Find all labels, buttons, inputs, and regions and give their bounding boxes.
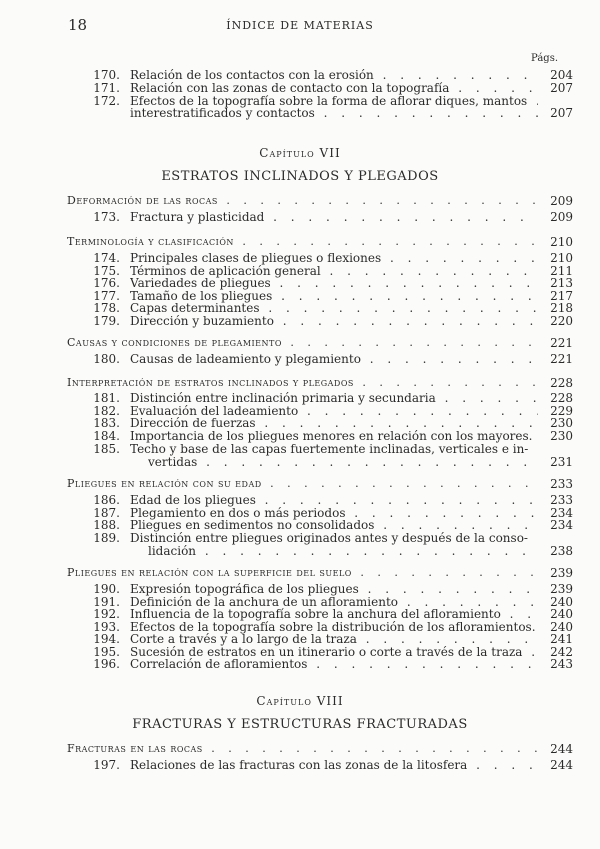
entry-page-number: 213	[550, 276, 573, 290]
entry-number: 184.	[93, 429, 120, 443]
entry-number: 177.	[93, 289, 120, 303]
section-heading-text: Pliegues en relación con la superficie del suelo . . .	[67, 566, 538, 580]
entry-number: 190.	[93, 582, 120, 596]
entry-number: 196.	[93, 657, 120, 671]
entry-number: 186.	[93, 493, 120, 507]
entry-page-number: 242	[550, 645, 573, 659]
entry-number: 191.	[93, 595, 120, 609]
toc-entry-row	[0, 276, 600, 290]
section-heading-row	[0, 477, 600, 491]
entry-text: Sucesión de estratos en un itinerario o corte a través de la traza . . .	[130, 645, 538, 659]
entry-text: Relación con las zonas de contacto con la topografía . . .	[130, 81, 538, 95]
entry-text: Términos de aplicación general . . .	[130, 264, 538, 278]
toc-entry-row	[0, 251, 600, 265]
entry-text: Influencia de la topografía sobre la anchura del afloramiento . . .	[130, 607, 538, 621]
chapter-8-label: Capítulo VIII	[256, 694, 344, 708]
section-heading-row	[0, 742, 600, 756]
entry-page-number: 217	[550, 289, 573, 303]
entry-text: Plegamiento en dos o más periodos . . .	[130, 506, 538, 520]
entry-page-number: 229	[550, 404, 573, 418]
entry-page-number: 209	[550, 210, 573, 224]
entry-page-number: 207	[550, 106, 573, 120]
entry-page-number: 238	[550, 544, 573, 558]
entry-page-number: 210	[550, 235, 573, 249]
entry-page-number: 233	[550, 477, 573, 491]
entry-page-number: 210	[550, 251, 573, 265]
entry-page-number: 209	[550, 194, 573, 208]
entry-text: vertidas . . .	[148, 455, 538, 469]
entry-page-number: 240	[550, 595, 573, 609]
toc-entry-row	[0, 632, 600, 646]
toc-entry-row	[0, 582, 600, 596]
entry-page-number: 244	[550, 758, 573, 772]
entry-text: Distinción entre inclinación primaria y secundaria . . .	[130, 391, 538, 405]
toc-entry-row	[0, 442, 600, 456]
entry-page-number: 234	[550, 518, 573, 532]
entry-page-number: 204	[550, 68, 573, 82]
entry-text: Edad de los pliegues . . .	[130, 493, 538, 507]
entry-number: 195.	[93, 645, 120, 659]
entry-page-number: 211	[550, 264, 573, 278]
toc-entry-row	[0, 758, 600, 772]
entry-text: interestratificados y contactos . . .	[130, 106, 538, 120]
toc-entry-row	[0, 493, 600, 507]
entry-page-number: 240	[550, 620, 573, 634]
entry-page-number: 218	[550, 301, 573, 315]
toc-entry-row	[0, 314, 600, 328]
running-header: ÍNDICE DE MATERIAS	[226, 19, 374, 32]
entry-number: 181.	[93, 391, 120, 405]
chapter-7-title: ESTRATOS INCLINADOS Y PLEGADOS	[161, 169, 439, 184]
entry-number: 173.	[93, 210, 120, 224]
entry-text: Pliegues en sedimentos no consolidados . . .	[130, 518, 538, 532]
entry-text: Tamaño de los pliegues . . .	[130, 289, 538, 303]
entry-text: Evaluación del ladeamiento . . .	[130, 404, 538, 418]
entry-page-number: 220	[550, 314, 573, 328]
entry-page-number: 221	[550, 336, 573, 350]
entry-page-number: 241	[550, 632, 573, 646]
entry-number: 183.	[93, 416, 120, 430]
pages-column-label: Págs.	[531, 53, 558, 64]
toc-entry-row	[0, 352, 600, 366]
entry-page-number: 228	[550, 391, 573, 405]
entry-page-number: 228	[550, 376, 573, 390]
toc-entry-row	[0, 106, 600, 120]
toc-entry-row	[0, 607, 600, 621]
page-number: 18	[68, 16, 88, 34]
entry-text: Dirección de fuerzas . . .	[130, 416, 538, 430]
section-heading-row	[0, 566, 600, 580]
entry-page-number: 230	[550, 429, 573, 443]
entry-number: 170.	[93, 68, 120, 82]
entry-page-number: 243	[550, 657, 573, 671]
entry-text: Expresión topográfica de los pliegues . . .	[130, 582, 538, 596]
entry-number: 171.	[93, 81, 120, 95]
entry-text: Dirección y buzamiento . . .	[130, 314, 538, 328]
entry-number: 180.	[93, 352, 120, 366]
toc-entry-row	[0, 416, 600, 430]
entry-number: 194.	[93, 632, 120, 646]
toc-entry-row	[0, 518, 600, 532]
entry-number: 188.	[93, 518, 120, 532]
entry-text: Capas determinantes . . .	[130, 301, 538, 315]
toc-entry-row	[0, 531, 600, 545]
entry-number: 174.	[93, 251, 120, 265]
entry-page-number: 240	[550, 607, 573, 621]
entry-page-number: 230	[550, 416, 573, 430]
section-heading-text: Causas y condiciones de plegamiento . . .	[67, 336, 538, 350]
entry-number: 178.	[93, 301, 120, 315]
chapter-7-label: Capítulo VII	[259, 146, 341, 160]
entry-page-number: 207	[550, 81, 573, 95]
chapter-8-title: FRACTURAS Y ESTRUCTURAS FRACTURADAS	[132, 717, 468, 732]
entry-number: 192.	[93, 607, 120, 621]
toc-entry-row	[0, 455, 600, 469]
entry-number: 179.	[93, 314, 120, 328]
entry-text: Relación de los contactos con la erosión . . .	[130, 68, 538, 82]
entry-text: Efectos de la topografía sobre la distribución de los afloramientos.	[130, 620, 536, 634]
entry-page-number: 239	[550, 566, 573, 580]
toc-entry-row	[0, 657, 600, 671]
entry-number: 172.	[93, 94, 120, 108]
entry-number: 175.	[93, 264, 120, 278]
entry-number: 176.	[93, 276, 120, 290]
toc-entry-row	[0, 81, 600, 95]
entry-text: lidación . . .	[148, 544, 538, 558]
entry-number: 197.	[93, 758, 120, 772]
section-heading-text: Fracturas en las rocas . . .	[67, 742, 538, 756]
entry-number: 187.	[93, 506, 120, 520]
section-heading-row	[0, 376, 600, 390]
entry-page-number: 244	[550, 742, 573, 756]
entry-text: Definición de la anchura de un afloramiento . . .	[130, 595, 538, 609]
entry-text: Importancia de los pliegues menores en relación con los mayores.	[130, 429, 533, 443]
toc-entry-row	[0, 68, 600, 82]
entry-page-number: 221	[550, 352, 573, 366]
entry-text: Principales clases de pliegues o flexiones . . .	[130, 251, 538, 265]
section-heading-text: Deformación de las rocas . . .	[67, 194, 538, 208]
entry-page-number: 239	[550, 582, 573, 596]
entry-text: Fractura y plasticidad . . .	[130, 210, 538, 224]
entry-text: Relaciones de las fracturas con las zonas de la litosfera . . .	[130, 758, 538, 772]
toc-entry-row	[0, 391, 600, 405]
toc-entry-row	[0, 429, 600, 443]
entry-text: Correlación de afloramientos . . .	[130, 657, 538, 671]
entry-number: 185.	[93, 442, 120, 456]
entry-page-number: 234	[550, 506, 573, 520]
section-heading-text: Pliegues en relación con su edad . . .	[67, 477, 538, 491]
entry-number: 193.	[93, 620, 120, 634]
toc-entry-row	[0, 210, 600, 224]
section-heading-text: Interpretación de estratos inclinados y plegados . . .	[67, 376, 538, 390]
toc-entry-row	[0, 544, 600, 558]
entry-text: Causas de ladeamiento y plegamiento . . .	[130, 352, 538, 366]
entry-number: 189.	[93, 531, 120, 545]
entry-text: Techo y base de las capas fuertemente inclinadas, verticales e in-	[130, 442, 529, 456]
entry-text: Efectos de la topografía sobre la forma de aflorar diques, mantos . . .	[130, 94, 538, 108]
entry-page-number: 231	[550, 455, 573, 469]
entry-number: 182.	[93, 404, 120, 418]
section-heading-row	[0, 336, 600, 350]
entry-text: Distinción entre pliegues originados antes y después de la conso-	[130, 531, 528, 545]
entry-text: Corte a través y a lo largo de la traza . . .	[130, 632, 538, 646]
entry-text: Variedades de pliegues . . .	[130, 276, 538, 290]
section-heading-row	[0, 194, 600, 208]
section-heading-text: Terminología y clasificación . . .	[67, 235, 538, 249]
entry-page-number: 233	[550, 493, 573, 507]
section-heading-row	[0, 235, 600, 249]
toc-entry-row	[0, 301, 600, 315]
